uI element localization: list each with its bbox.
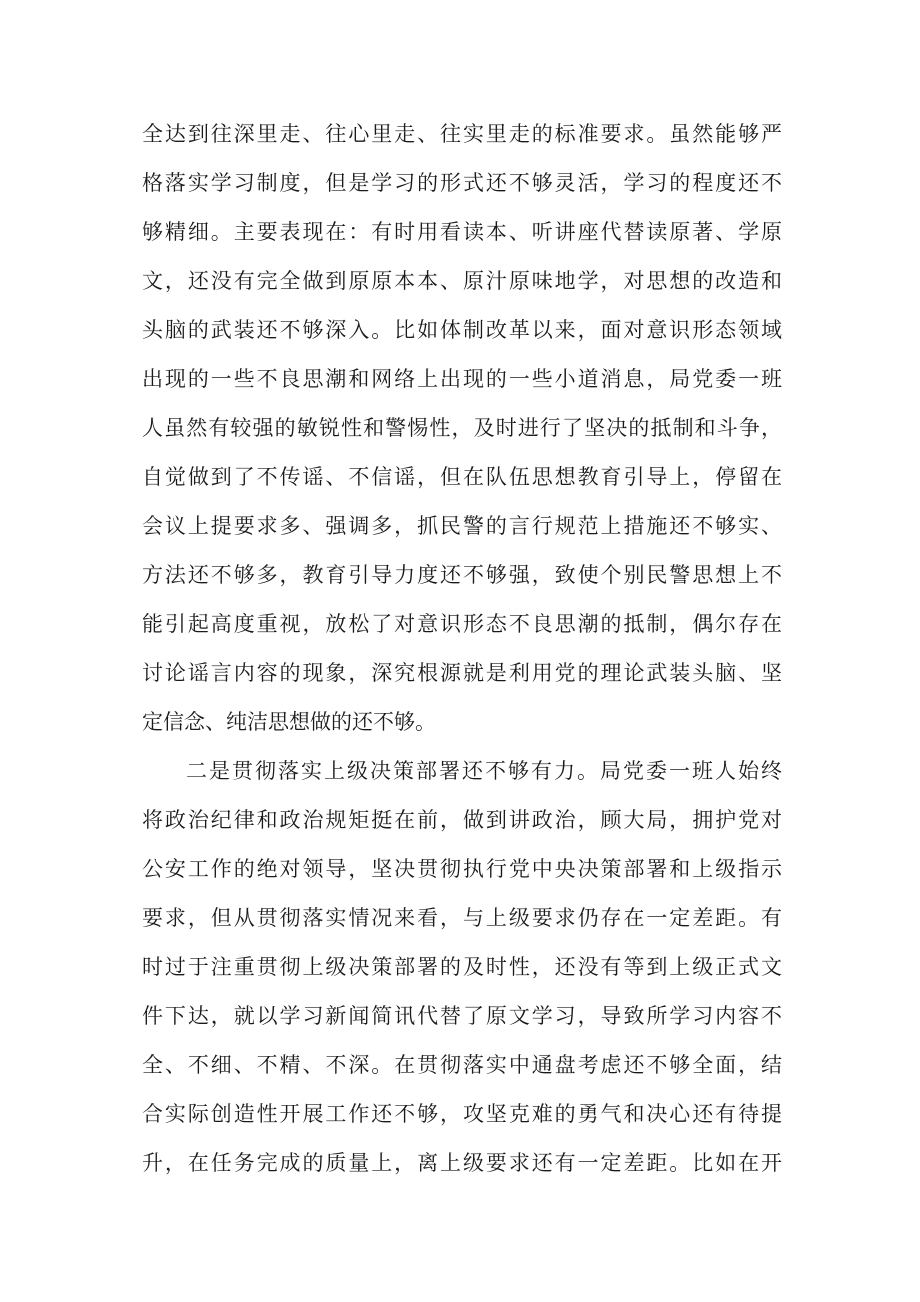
paragraph-line: 时过于注重贯彻上级决策部署的及时性，还没有等到上级正式文 xyxy=(142,955,782,979)
paragraph-1 xyxy=(142,110,782,747)
paragraph-line: 够精细。主要表现在：有时用看读本、听讲座代替读原著、学原 xyxy=(142,220,782,244)
paragraph-line: 将政治纪律和政治规矩挺在前，做到讲政治，顾大局，拥护党对 xyxy=(142,808,782,832)
paragraph-line: 方法还不够多，教育引导力度还不够强，致使个别民警思想上不 xyxy=(142,563,782,587)
paragraph-line: 升，在任务完成的质量上，离上级要求还有一定差距。比如在开 xyxy=(142,1151,782,1175)
paragraph-line: 出现的一些不良思潮和网络上出现的一些小道消息，局党委一班 xyxy=(142,367,782,391)
paragraph-line: 二是贯彻落实上级决策部署还不够有力。局党委一班人始终 xyxy=(186,759,782,783)
paragraph-line: 讨论谣言内容的现象，深究根源就是利用党的理论武装头脑、坚 xyxy=(142,661,782,685)
paragraph-line: 要求，但从贯彻落实情况来看，与上级要求仍存在一定差距。有 xyxy=(142,906,782,930)
document-body xyxy=(142,110,782,1188)
paragraph-line: 定信念、纯洁思想做的还不够。 xyxy=(142,710,436,734)
paragraph-line: 能引起高度重视，放松了对意识形态不良思潮的抵制，偶尔存在 xyxy=(142,612,782,636)
paragraph-line: 件下达，就以学习新闻简讯代替了原文学习，导致所学习内容不 xyxy=(142,1004,782,1028)
paragraph-line: 文，还没有完全做到原原本本、原汁原味地学，对思想的改造和 xyxy=(142,269,782,293)
paragraph-line: 头脑的武装还不够深入。比如体制改革以来，面对意识形态领域 xyxy=(142,318,782,342)
paragraph-line: 自觉做到了不传谣、不信谣，但在队伍思想教育引导上，停留在 xyxy=(142,465,782,489)
paragraph-line: 全达到往深里走、往心里走、往实里走的标准要求。虽然能够严 xyxy=(142,122,782,146)
paragraph-line: 全、不细、不精、不深。在贯彻落实中通盘考虑还不够全面，结 xyxy=(142,1053,782,1077)
paragraph-line: 格落实学习制度，但是学习的形式还不够灵活，学习的程度还不 xyxy=(142,171,782,195)
paragraph-2 xyxy=(142,747,782,1188)
paragraph-line: 合实际创造性开展工作还不够，攻坚克难的勇气和决心还有待提 xyxy=(142,1102,782,1126)
paragraph-line: 人虽然有较强的敏锐性和警惕性，及时进行了坚决的抵制和斗争， xyxy=(142,416,782,440)
paragraph-line: 会议上提要求多、强调多，抓民警的言行规范上措施还不够实、 xyxy=(142,514,782,538)
paragraph-line: 公安工作的绝对领导，坚决贯彻执行党中央决策部署和上级指示 xyxy=(142,857,782,881)
